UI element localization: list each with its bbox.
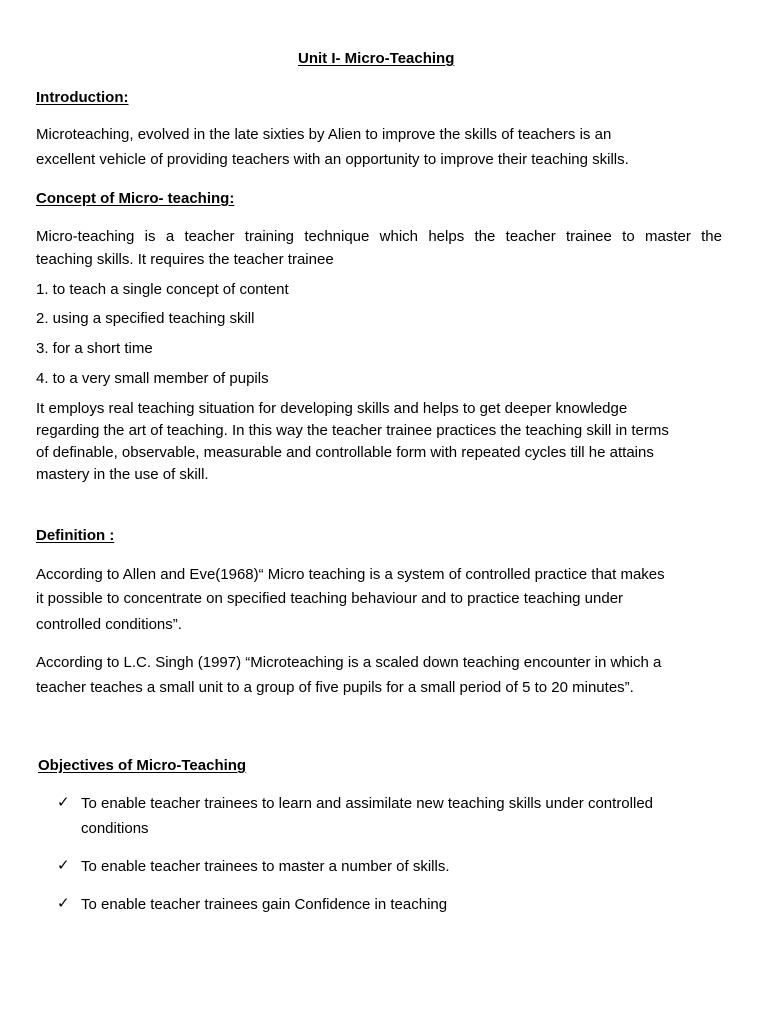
objective-item-line: To enable teacher trainees to learn and assimilate new teaching skills under controlled xyxy=(81,795,653,812)
concept-list-item: 1. to teach a single concept of content xyxy=(36,281,289,298)
definition-allen-line: it possible to concentrate on specified teaching behaviour and to practice teaching under xyxy=(36,590,624,607)
introduction-heading: Introduction: xyxy=(36,89,129,106)
concept-list-item: 2. using a specified teaching skill xyxy=(36,310,255,327)
objective-item-line: To enable teacher trainees to master a number of skills. xyxy=(81,858,450,875)
concept-closing-line: It employs real teaching situation for developing skills and helps to get deeper knowledge xyxy=(36,400,628,417)
check-icon: ✓ xyxy=(57,794,70,811)
check-icon: ✓ xyxy=(57,895,70,912)
check-icon: ✓ xyxy=(57,857,70,874)
concept-list-item: 3. for a short time xyxy=(36,340,153,357)
concept-closing-line: mastery in the use of skill. xyxy=(36,466,209,483)
concept-heading: Concept of Micro- teaching: xyxy=(36,190,235,207)
concept-list-item: 4. to a very small member of pupils xyxy=(36,370,269,387)
definition-allen-line: According to Allen and Eve(1968)“ Micro teaching is a system of controlled practice that makes xyxy=(36,566,665,583)
definition-heading: Definition : xyxy=(36,527,115,544)
concept-text-line: Micro-teaching is a teacher training technique which helps the teacher trainee to master the xyxy=(36,228,722,245)
concept-text-line: teaching skills. It requires the teacher trainee xyxy=(36,251,334,268)
concept-closing-line: regarding the art of teaching. In this way the teacher trainee practices the teaching skill in terms xyxy=(36,422,669,439)
objective-item-line: conditions xyxy=(81,820,149,837)
definition-singh-line: teacher teaches a small unit to a group of five pupils for a small period of 5 to 20 minutes”. xyxy=(36,679,634,696)
introduction-text-line: excellent vehicle of providing teachers with an opportunity to improve their teaching skills. xyxy=(36,151,629,168)
definition-singh-line: According to L.C. Singh (1997) “Microteaching is a scaled down teaching encounter in which a xyxy=(36,654,662,671)
page-title: Unit I- Micro-Teaching xyxy=(298,50,455,67)
introduction-text-line: Microteaching, evolved in the late sixties by Alien to improve the skills of teachers is an xyxy=(36,126,612,143)
concept-closing-line: of definable, observable, measurable and controllable form with repeated cycles till he attains xyxy=(36,444,654,461)
objectives-heading: Objectives of Micro-Teaching xyxy=(38,757,247,774)
definition-allen-line: controlled conditions”. xyxy=(36,616,182,633)
objective-item-line: To enable teacher trainees gain Confidence in teaching xyxy=(81,896,448,913)
